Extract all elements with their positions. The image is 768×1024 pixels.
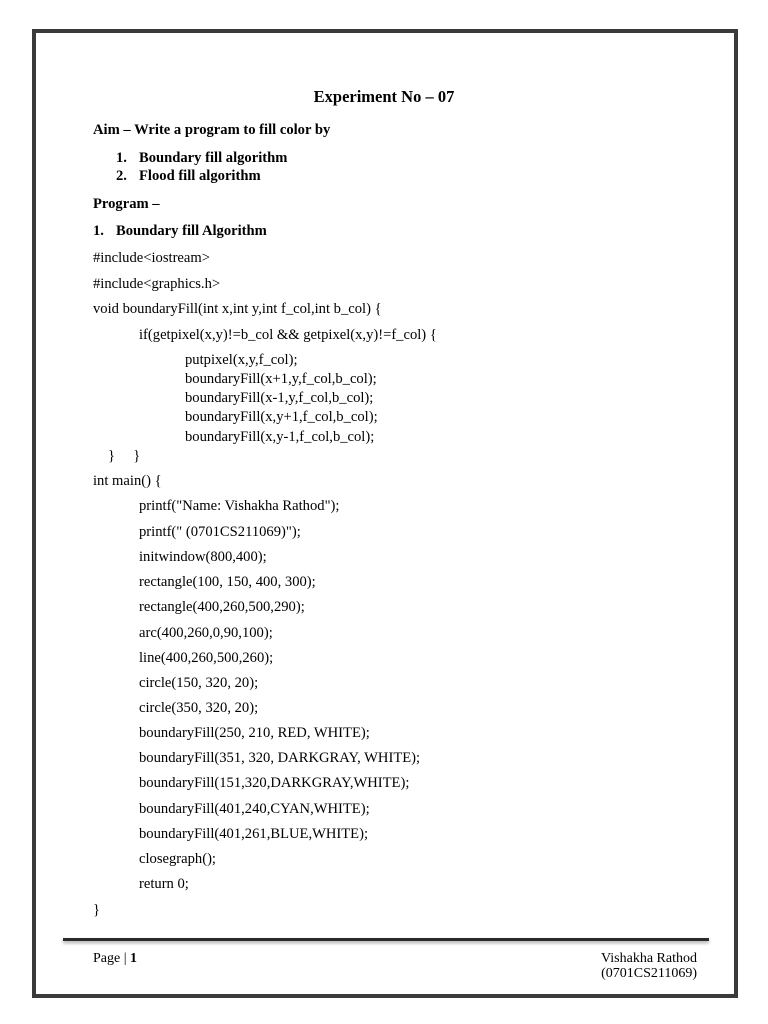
code-line: boundaryFill(401,261,BLUE,WHITE); [139,826,369,842]
code-line: #include<graphics.h> [93,276,221,292]
code-line: boundaryFill(351, 320, DARKGRAY, WHITE); [139,750,421,766]
code-line: closegraph(); [139,851,216,867]
page-label: Page | [93,951,131,966]
code-line: } } [108,448,141,464]
program-label: Program – [93,196,160,212]
code-line: putpixel(x,y,f_col); [185,352,298,368]
code-line: printf("Name: Vishakha Rathod"); [139,498,340,514]
section-title: Boundary fill Algorithm [116,223,267,239]
footer-rule [63,938,709,941]
code-line: arc(400,260,0,90,100); [139,625,273,641]
code-line: boundaryFill(250, 210, RED, WHITE); [139,725,370,741]
page-title: Experiment No – 07 [313,87,455,106]
aim-item-2-text: Flood fill algorithm [139,168,261,184]
code-line: printf(" (0701CS211069)"); [139,524,301,540]
code-line: boundaryFill(x+1,y,f_col,b_col); [185,371,377,387]
code-line: boundaryFill(401,240,CYAN,WHITE); [139,801,370,817]
page-number-label [93,950,137,968]
section-number: 1. [93,223,104,239]
page-border [32,29,738,998]
aim-label: Aim – Write a program to fill color by [93,122,331,138]
code-line: #include<iostream> [93,250,210,266]
code-line: initwindow(800,400); [139,549,267,565]
footer-roll-number: (0701CS211069) [601,966,697,981]
code-line: if(getpixel(x,y)!=b_col && getpixel(x,y)!=f_col) { [139,327,437,343]
code-line: boundaryFill(151,320,DARKGRAY,WHITE); [139,775,410,791]
code-line: int main() { [93,473,162,489]
aim-item-1-number: 1. [116,150,127,166]
code-line: rectangle(100, 150, 400, 300); [139,574,316,590]
code-line: boundaryFill(x,y+1,f_col,b_col); [185,409,378,425]
page-number: 1 [130,951,138,966]
code-line: circle(150, 320, 20); [139,675,259,691]
code-line: circle(350, 320, 20); [139,700,259,716]
footer-author: Vishakha Rathod [601,951,697,966]
code-line: line(400,260,500,260); [139,650,274,666]
code-line: boundaryFill(x-1,y,f_col,b_col); [185,390,374,406]
code-line: boundaryFill(x,y-1,f_col,b_col); [185,429,375,445]
code-line: } [93,902,101,918]
code-line: rectangle(400,260,500,290); [139,599,305,615]
aim-item-1-text: Boundary fill algorithm [139,150,288,166]
code-line: return 0; [139,876,189,892]
code-line: void boundaryFill(int x,int y,int f_col,int b_col) { [93,301,382,317]
aim-item-2-number: 2. [116,168,127,184]
